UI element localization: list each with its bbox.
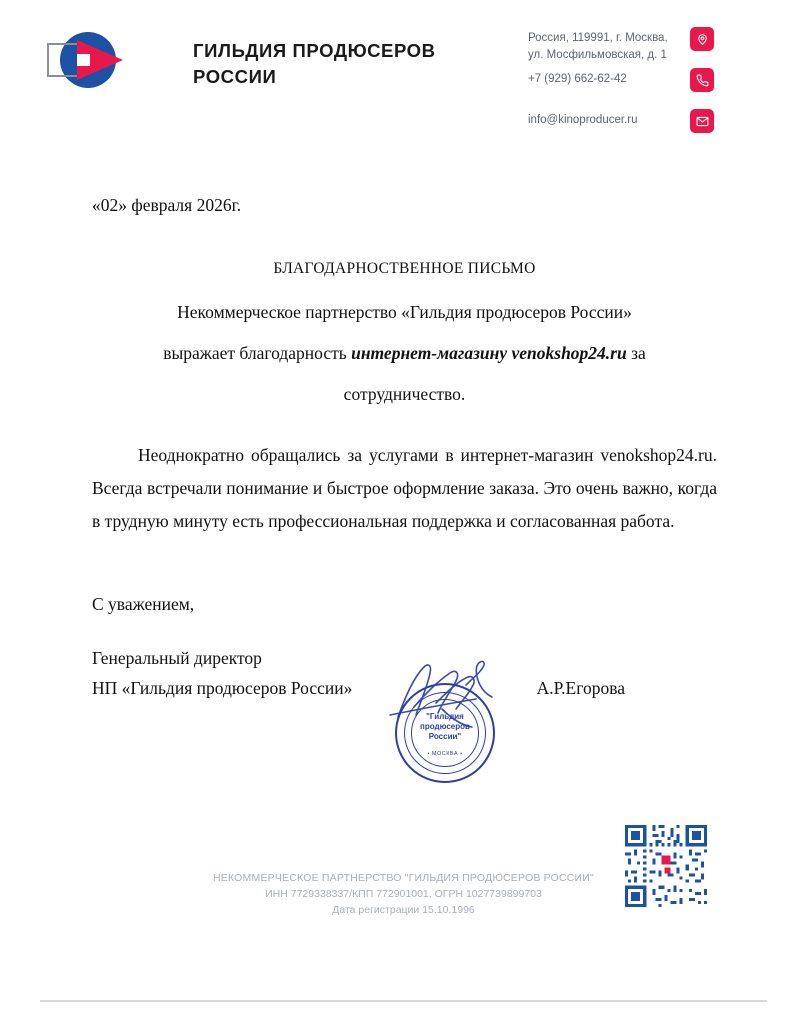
signer-position-line1: Генеральный директор	[92, 648, 262, 668]
mail-icon	[690, 109, 714, 133]
contact-address-line2: ул. Мосфильмовская, д. 1	[528, 49, 667, 61]
contact-email-value: info@kinoproducer.ru	[528, 114, 638, 126]
contact-phone	[528, 71, 778, 103]
stamp-line-2: продюсеров	[420, 722, 470, 731]
contact-email	[528, 112, 778, 144]
letterhead-header	[0, 18, 807, 128]
page-footer	[0, 870, 807, 918]
letter-body	[92, 195, 717, 703]
stamp-bottom-text: • МОСКВА •	[427, 751, 463, 757]
stamp-line-3: России"	[428, 732, 462, 741]
intro-text-before: выражает благодарность	[163, 343, 352, 363]
stamp-text	[413, 712, 477, 742]
phone-icon	[690, 68, 714, 92]
contact-block	[528, 30, 778, 144]
spacer	[92, 419, 717, 439]
intro-text-after: за	[626, 343, 646, 363]
contact-phone-value: +7 (929) 662-62-42	[528, 73, 627, 85]
stamp-and-signature	[380, 655, 510, 800]
contact-address-line1: Россия, 119991, г. Москва,	[528, 32, 668, 44]
footer-line-3: Дата регистрации 15.10.1996	[332, 904, 475, 916]
body-paragraph: Неоднократно обращались за услугами в интернет-магазин venokshop24.ru. Всегда встречали понимание и быстрое оформление заказа. Это очень важно, когда в трудную минуту есть профессиональная поддержка и согласованная работа.	[92, 445, 717, 531]
signer-position-line2: НП «Гильдия продюсеров России»	[92, 678, 353, 698]
guild-logo	[47, 32, 157, 88]
spacer	[92, 546, 717, 594]
signer-name: А.Р.Егорова	[536, 678, 625, 698]
organization-title: ГИЛЬДИЯ ПРОДЮСЕРОВ РОССИИ	[193, 40, 436, 87]
logo-notch-shape	[77, 54, 90, 66]
closing-line: С уважением,	[92, 594, 195, 614]
intro-line-2	[92, 337, 717, 370]
footer-line-1: НЕКОММЕРЧЕСКОЕ ПАРТНЕРСТВО "ГИЛЬДИЯ ПРОДЮСЕРОВ РОССИИ"	[213, 872, 594, 884]
intro-line-3: сотрудничество.	[343, 384, 466, 404]
location-icon	[690, 27, 714, 51]
logo-square-shape	[47, 43, 81, 77]
letter-date: «02» февраля 2026г.	[92, 195, 242, 215]
intro-emphasis: интернет-магазину venokshop24.ru	[351, 343, 627, 363]
stamp-line-1: "Гильдия	[426, 712, 464, 721]
footer-line-2: ИНН 7729338337/КПП 772901001, ОГРН 1027739899703	[265, 888, 542, 900]
bottom-divider	[40, 1000, 767, 1002]
intro-line-1: Некоммерческое партнерство «Гильдия продюсеров России»	[177, 302, 632, 322]
contact-address	[528, 30, 778, 62]
letter-title: БЛАГОДАРНОСТВЕННОЕ ПИСЬМО	[273, 260, 536, 277]
